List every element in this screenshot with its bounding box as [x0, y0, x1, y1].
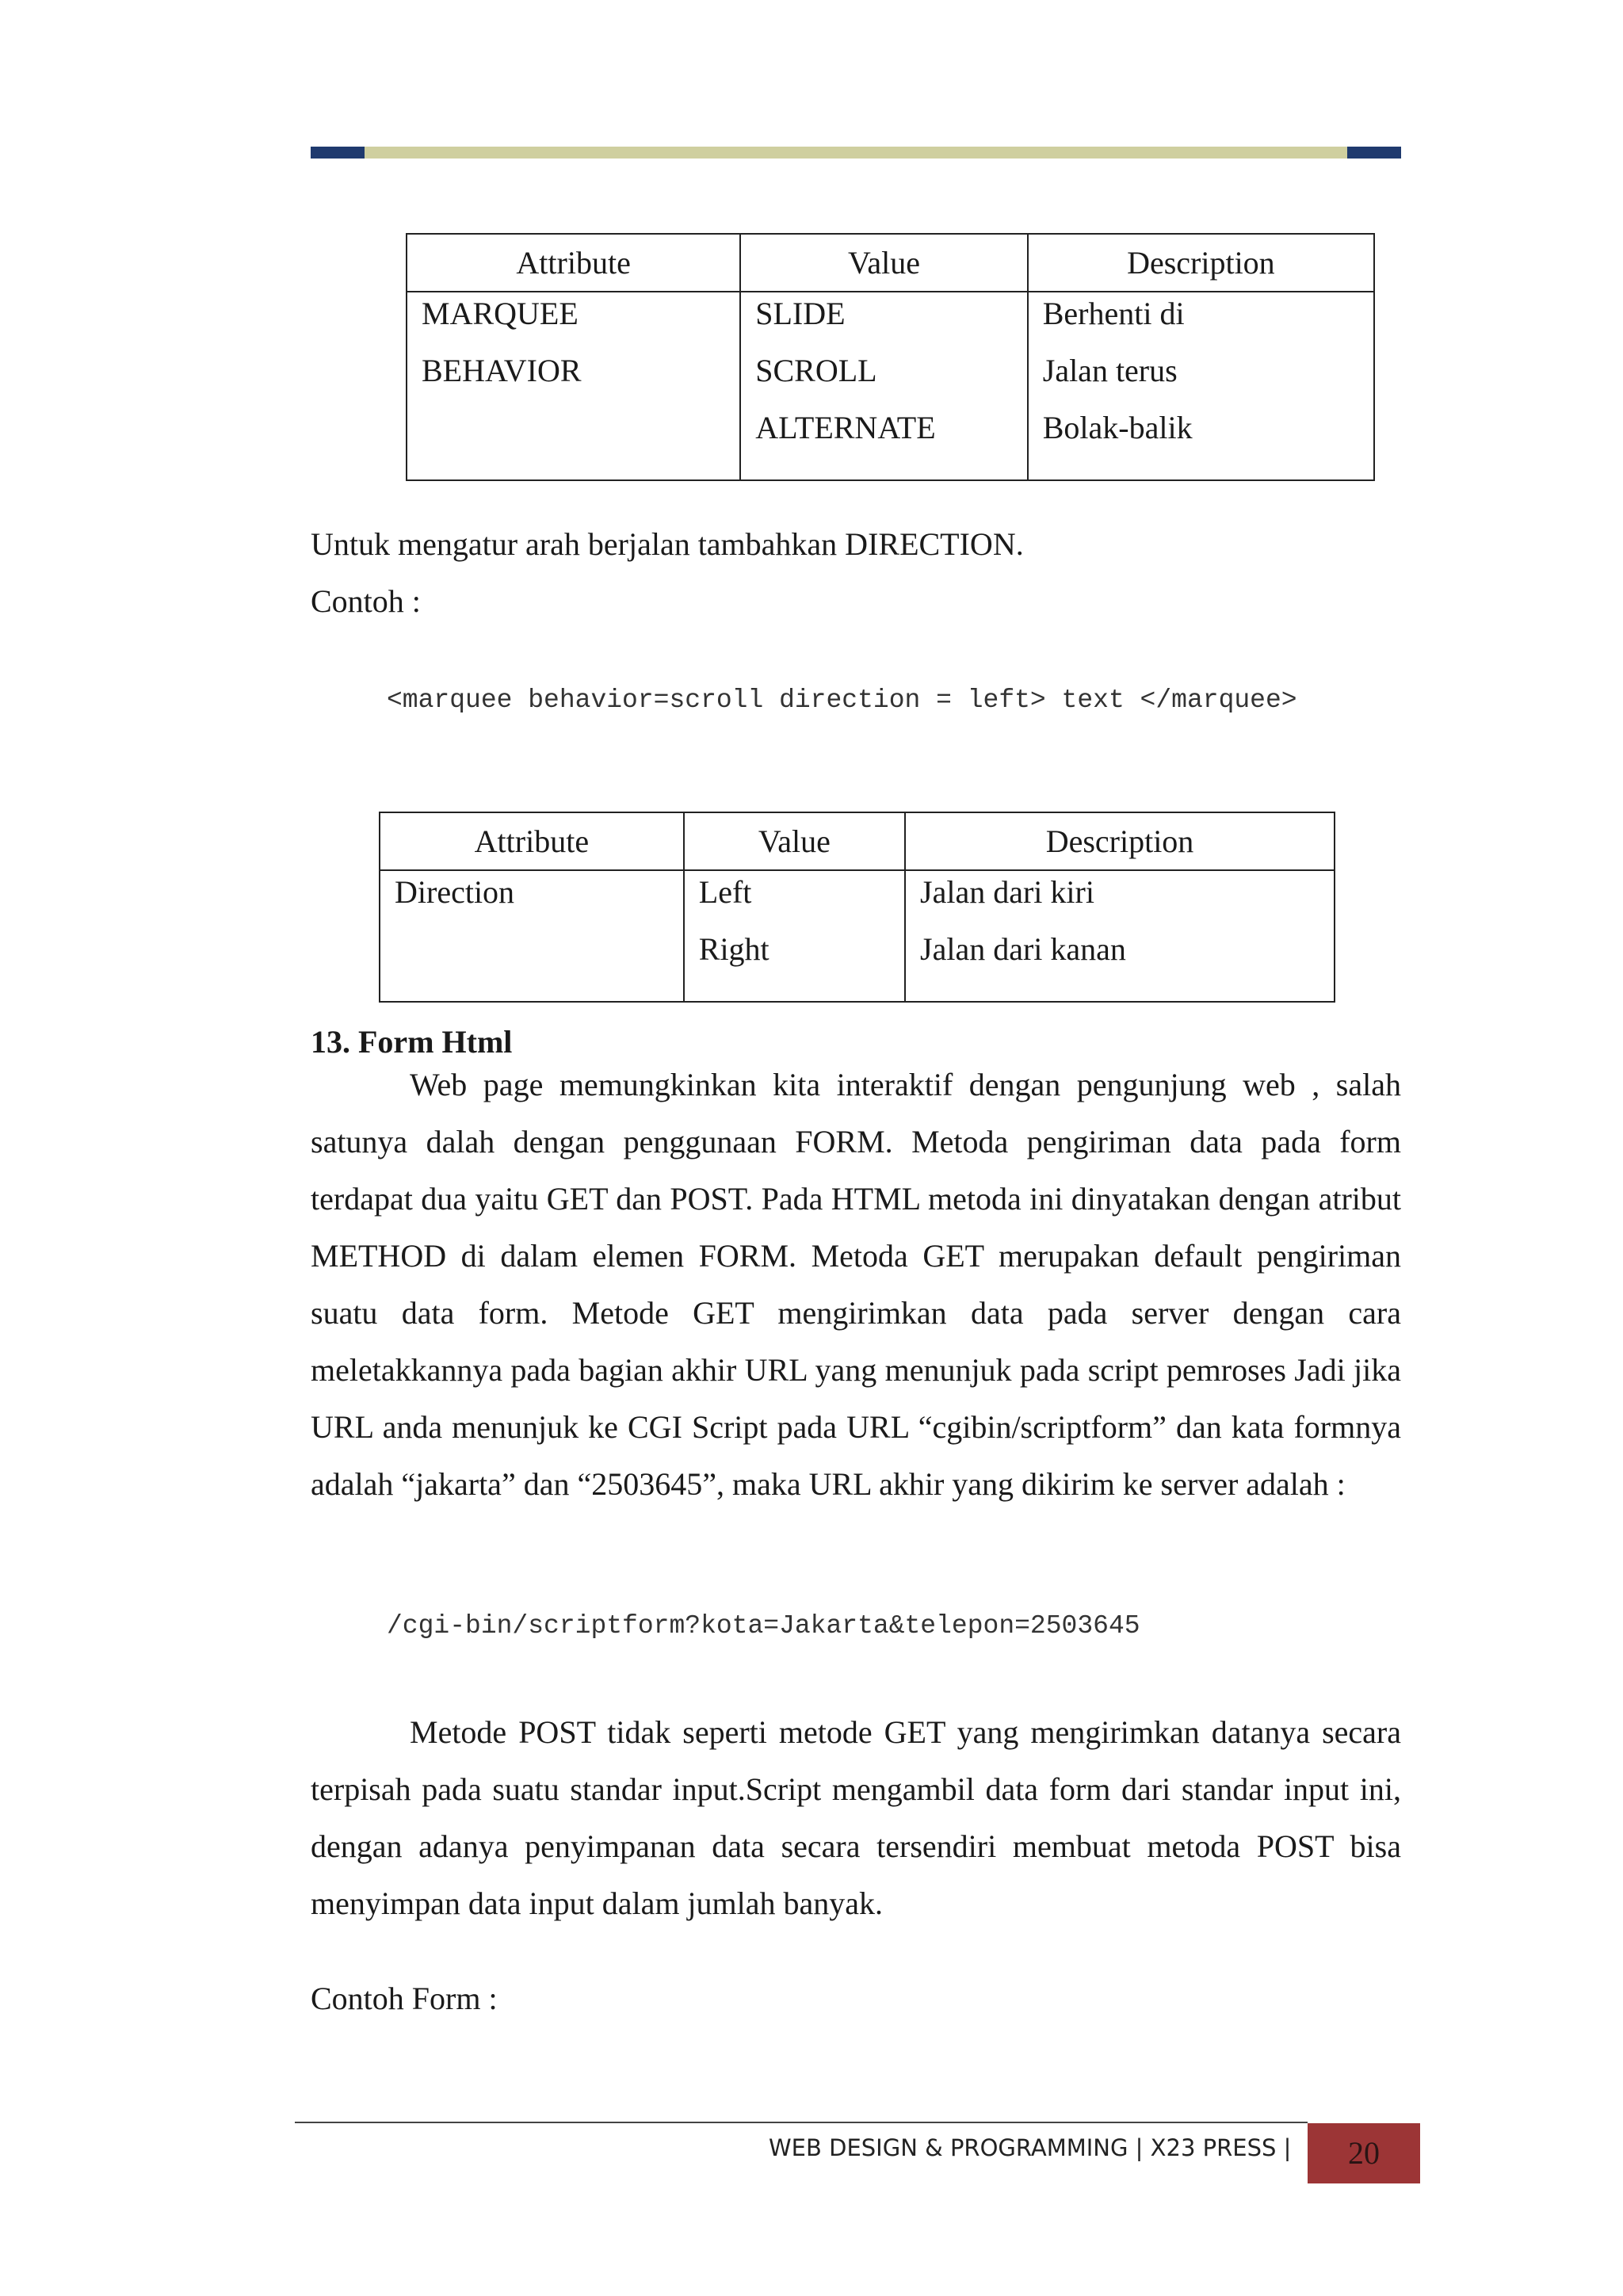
value-item: Left	[698, 874, 752, 910]
description-item: Jalan dari kiri	[920, 874, 1094, 910]
table-row	[380, 870, 1335, 1002]
table-header-description: Description	[1028, 234, 1374, 292]
form-method-paragraph: Web page memungkinkan kita interaktif dengan pengunjung web , salah satunya dalah dengan penggunaan FORM. Metoda pengiriman data pada form terdapat dua yaitu GET dan POST. Pada HTML metoda ini dinyatakan dengan atribut METHOD di dalam elemen FORM. Metoda GET merupakan default pengiriman suatu data form. Metode GET mengirimkan data pada server dengan cara meletakkannya pada bagian akhir URL yang menunjuk pada script pemroses Jadi jika URL anda menunjuk ke CGI Script pada URL “cgibin/scriptform” dan kata formnya adalah “jakarta” dan “2503645”, maka URL akhir yang dikirim ke server adalah :	[311, 1067, 1401, 1502]
table-header-attribute: Attribute	[407, 234, 740, 292]
description-cell	[1028, 292, 1374, 480]
table-row	[407, 292, 1374, 480]
table-header-value: Value	[684, 812, 905, 870]
table-header-value: Value	[740, 234, 1028, 292]
marquee-code-example: <marquee behavior=scroll direction = left> text </marquee>	[387, 686, 1297, 715]
description-item: Berhenti di	[1042, 296, 1185, 331]
get-url-code-example: /cgi-bin/scriptform?kota=Jakarta&telepon=2503645	[387, 1611, 1140, 1641]
post-method-paragraph: Metode POST tidak seperti metode GET yang mengirimkan datanya secara terpisah pada suatu standar input.Script mengambil data form dari standar input ini, dengan adanya penyimpanan data secara tersendiri membuat metoda POST bisa menyimpan data input dalam jumlah banyak.	[311, 1714, 1401, 1921]
attribute-line: Direction	[395, 874, 515, 910]
table-header-attribute: Attribute	[380, 812, 684, 870]
header-bar-right-segment	[1347, 147, 1401, 159]
value-item: SCROLL	[755, 353, 877, 388]
description-item: Bolak-balik	[1042, 410, 1193, 445]
attribute-cell	[407, 292, 740, 480]
table-header-row	[380, 812, 1335, 870]
header-bar-middle-segment	[365, 147, 1347, 159]
description-cell	[905, 870, 1335, 1002]
attribute-line: BEHAVIOR	[422, 353, 582, 388]
direction-intro-text: Untuk mengatur arah berjalan tambahkan DIRECTION.	[311, 526, 1024, 562]
description-item: Jalan dari kanan	[920, 931, 1126, 967]
table-header-description: Description	[905, 812, 1335, 870]
header-bar-left-segment	[311, 147, 365, 159]
footer-rule	[295, 2122, 1308, 2123]
section-heading: 13. Form Html	[311, 1024, 513, 1060]
value-cell	[684, 870, 905, 1002]
attribute-line: MARQUEE	[422, 296, 579, 331]
page-number: 20	[1348, 2135, 1380, 2171]
form-example-label: Contoh Form :	[311, 1981, 498, 2016]
value-cell	[740, 292, 1028, 480]
example-label: Contoh :	[311, 583, 421, 619]
table-header-row	[407, 234, 1374, 292]
page-number-badge	[1308, 2123, 1420, 2183]
value-item: SLIDE	[755, 296, 846, 331]
header-decoration-bar	[311, 147, 1401, 159]
marquee-behavior-table	[406, 233, 1375, 481]
value-item: Right	[698, 931, 769, 967]
description-item: Jalan terus	[1042, 353, 1178, 388]
attribute-cell	[380, 870, 684, 1002]
marquee-direction-table	[379, 812, 1335, 1003]
value-item: ALTERNATE	[755, 410, 936, 445]
footer-text: WEB DESIGN & PROGRAMMING | X23 PRESS |	[769, 2134, 1292, 2161]
